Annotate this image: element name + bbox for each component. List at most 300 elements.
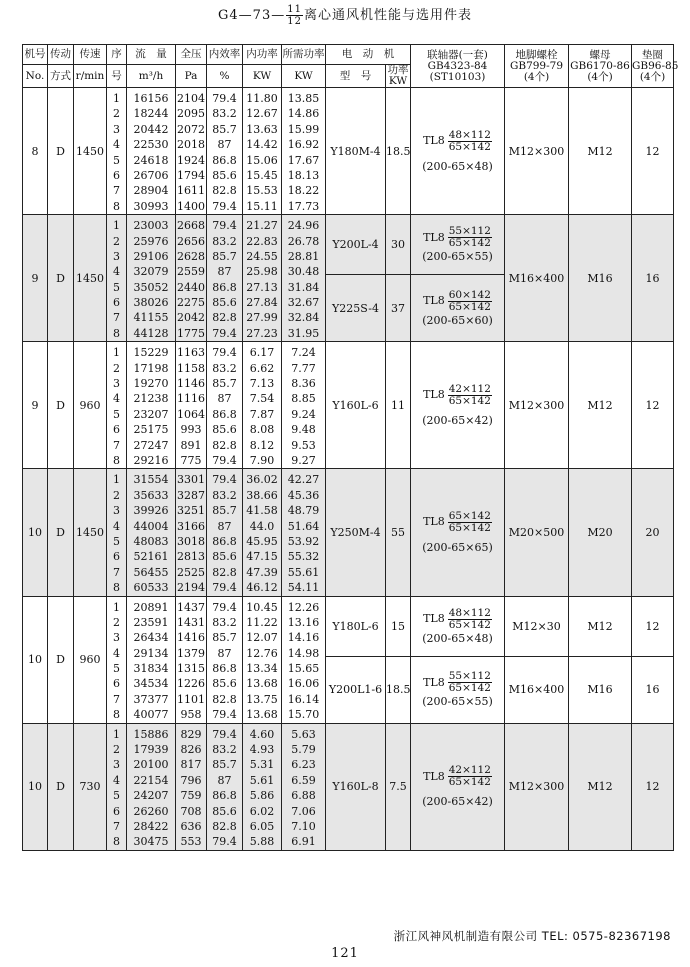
cell-neigonglv: 15.11 [246, 199, 278, 213]
cell-neigonglv: 15.53 [246, 184, 278, 198]
cell-neigonglv: 46.12 [246, 581, 278, 595]
cell-xu: 5 [113, 280, 120, 294]
coupling-fraction [448, 226, 492, 249]
cell-neixiaolv: 85.6 [212, 168, 237, 182]
cell-neixiaolv: 86.8 [212, 407, 237, 421]
cell-washer: 16 [632, 215, 674, 342]
cell-neixiaolv: 87 [217, 519, 232, 533]
cell-liuliang: 60533 [133, 581, 169, 595]
cell-quanya: 826 [180, 743, 202, 757]
header-jihao: 机号 [23, 45, 48, 65]
coupling-denominator: 65×142 [448, 521, 491, 534]
cell-motor-power: 37 [386, 275, 411, 342]
coupling-spec [411, 765, 504, 808]
cell-xu: 1 [113, 92, 120, 105]
cell-suoxu: 48.79 [287, 504, 320, 518]
cell-motor-power: 55 [386, 469, 411, 596]
cell-suoxu: 9.24 [291, 407, 316, 421]
cell-neigonglv: 36.02 [246, 473, 278, 487]
cell-chuandong: D [48, 469, 74, 596]
cell-xu: 5 [113, 789, 120, 803]
cell-neixiaolv: 79.4 [212, 453, 237, 467]
cell-suoxu: 17.67 [287, 153, 320, 167]
cell-quanya: 1158 [177, 361, 205, 375]
cell-neixiaolv: 79.4 [212, 326, 237, 340]
coupling-numerator: 65×142 [448, 509, 491, 522]
cell-quanya: 1416 [177, 631, 205, 645]
cell-quanya: 636 [180, 819, 202, 833]
cell-xu: 6 [113, 296, 120, 310]
cell-quanya: 817 [180, 758, 202, 772]
cell-quanya: 3287 [177, 488, 205, 502]
cell-liuliang: 15886 [133, 727, 169, 741]
header-coupling: 联轴器(一套) GB4323-84 (ST10103) [411, 45, 505, 88]
coupling-prefix: TL8 [423, 675, 445, 689]
cell-suoxu: 55.32 [287, 550, 320, 564]
cell-neixiaolv: 85.7 [212, 758, 237, 772]
cell-quanya: 2072 [177, 122, 205, 136]
cell-neixiaolv: 79.4 [212, 708, 237, 722]
cell-xu: 7 [113, 438, 120, 452]
cell-quanya-column [176, 215, 207, 342]
cell-suoxu-column [282, 469, 326, 596]
cell-suoxu: 15.70 [287, 708, 320, 722]
cell-liuliang: 28904 [133, 184, 169, 198]
cell-anchor-bolt: M16×400 [505, 215, 569, 342]
coupling-denominator: 65×142 [448, 776, 491, 789]
cell-xu: 7 [113, 311, 120, 325]
cell-neigonglv: 41.58 [246, 504, 278, 518]
cell-neixiaolv: 82.8 [212, 565, 237, 579]
cell-suoxu: 28.81 [287, 249, 320, 263]
cell-suoxu: 13.16 [287, 615, 320, 629]
cell-neixiaolv: 83.2 [212, 234, 237, 248]
cell-neigonglv: 22.83 [246, 234, 278, 248]
coupling-dimension: (200-65×65) [422, 540, 493, 554]
cell-quanya: 1794 [177, 168, 205, 182]
cell-quanya: 2042 [177, 311, 205, 325]
title-prefix: G4—73— [218, 8, 286, 23]
cell-suoxu: 26.78 [287, 234, 320, 248]
coupling-type [411, 671, 504, 694]
coupling-prefix: TL8 [423, 515, 445, 529]
cell-neigonglv: 5.31 [249, 758, 275, 772]
cell-neixiaolv: 83.2 [212, 743, 237, 757]
cell-motor-power: 18.5 [386, 656, 411, 723]
cell-neixiaolv: 79.4 [212, 219, 237, 233]
cell-anchor-bolt: M12×300 [505, 88, 569, 215]
cell-neixiaolv: 85.7 [212, 504, 237, 518]
cell-suoxu: 17.73 [287, 199, 320, 213]
cell-neigonglv: 27.99 [246, 311, 278, 325]
cell-quanya: 1064 [177, 407, 205, 421]
cell-washer: 12 [632, 342, 674, 469]
cell-liuliang: 20100 [133, 758, 169, 772]
cell-quanya: 2656 [177, 234, 205, 248]
cell-neigonglv: 6.05 [249, 819, 275, 833]
cell-liuliang: 16156 [133, 92, 169, 105]
cell-xu: 1 [113, 600, 120, 614]
cell-quanya: 3251 [177, 504, 205, 518]
coupling-spec [411, 671, 504, 708]
cell-suoxu: 6.23 [291, 758, 316, 772]
cell-jihao: 9 [23, 215, 48, 342]
header-motor-model: 型 号 [326, 65, 386, 88]
coupling-numerator: 60×142 [448, 288, 491, 301]
cell-neigonglv: 13.63 [246, 122, 278, 136]
cell-motor-power: 15 [386, 596, 411, 656]
cell-suoxu: 55.61 [287, 565, 320, 579]
coupling-prefix: TL8 [423, 230, 445, 244]
cell-xu: 3 [113, 758, 120, 772]
cell-xu: 2 [113, 488, 120, 502]
cell-neixiaolv: 79.4 [212, 600, 237, 614]
table-row [23, 723, 674, 850]
cell-neigonglv-column [243, 215, 282, 342]
coupling-dimension: (200-65×55) [422, 695, 493, 709]
cell-quanya: 1146 [177, 377, 205, 391]
cell-suoxu: 6.91 [291, 835, 316, 849]
cell-liuliang: 20442 [133, 122, 169, 136]
cell-xu: 5 [113, 662, 120, 676]
coupling-dimension: (200-65×42) [422, 413, 493, 427]
cell-coupling [411, 215, 505, 275]
cell-quanya-column [176, 469, 207, 596]
cell-motor-power: 11 [386, 342, 411, 469]
cell-liuliang: 40077 [133, 708, 169, 722]
cell-neixiaolv: 82.8 [212, 438, 237, 452]
cell-neigonglv: 7.90 [249, 453, 275, 467]
cell-xu: 3 [113, 249, 120, 263]
cell-xu: 7 [113, 819, 120, 833]
coupling-denominator: 65×142 [448, 682, 491, 695]
cell-neixiaolv-column [207, 342, 243, 469]
table-row [23, 342, 674, 469]
header-motor: 电 动 机 [326, 45, 411, 65]
cell-zhuansu: 960 [74, 596, 107, 723]
cell-zhuansu: 960 [74, 342, 107, 469]
cell-coupling [411, 656, 505, 723]
cell-liuliang: 29134 [133, 646, 169, 660]
cell-suoxu: 7.77 [291, 361, 316, 375]
coupling-spec [411, 290, 504, 327]
coupling-denominator: 65×142 [448, 237, 491, 250]
cell-washer: 20 [632, 469, 674, 596]
cell-neixiaolv: 82.8 [212, 184, 237, 198]
cell-neixiaolv: 82.8 [212, 819, 237, 833]
cell-xu: 1 [113, 727, 120, 741]
cell-liuliang: 26434 [133, 631, 169, 645]
table-header [23, 45, 679, 88]
cell-liuliang-column [127, 215, 176, 342]
header-jihao-sub: No. [23, 65, 48, 88]
cell-neixiaolv-column [207, 88, 243, 215]
cell-xu: 1 [113, 219, 120, 233]
cell-suoxu: 18.22 [287, 184, 320, 198]
cell-coupling [411, 342, 505, 469]
cell-neigonglv: 7.54 [249, 392, 275, 406]
header-xu-sub: 号 [107, 65, 127, 88]
coupling-denominator: 65×142 [448, 618, 491, 631]
cell-neigonglv: 27.23 [246, 326, 278, 340]
title-suffix: 离心通风机性能与选用件表 [303, 8, 472, 23]
coupling-numerator: 48×112 [448, 606, 491, 619]
cell-neixiaolv: 79.4 [212, 473, 237, 487]
cell-suoxu: 53.92 [287, 534, 320, 548]
cell-neigonglv: 45.95 [246, 534, 278, 548]
cell-neigonglv: 12.07 [246, 631, 278, 645]
cell-quanya: 1163 [177, 346, 205, 360]
cell-nut: M16 [569, 215, 632, 342]
cell-xu: 4 [113, 519, 120, 533]
cell-motor-model: Y225S-4 [326, 275, 386, 342]
cell-liuliang: 35633 [133, 488, 169, 502]
cell-quanya: 1116 [177, 392, 205, 406]
cell-neigonglv: 7.87 [249, 407, 275, 421]
cell-neixiaolv: 87 [217, 773, 232, 787]
cell-liuliang: 29216 [133, 453, 169, 467]
cell-xu-column [107, 596, 127, 723]
header-neixiaolv: 内效率 [207, 45, 243, 65]
title-fraction-denominator: 12 [287, 16, 302, 27]
cell-jihao: 10 [23, 596, 48, 723]
cell-suoxu: 5.63 [291, 727, 316, 741]
cell-xu-column [107, 723, 127, 850]
coupling-fraction [448, 290, 492, 313]
coupling-dimension: (200-65×48) [422, 631, 493, 645]
cell-nut: M12 [569, 596, 632, 656]
cell-neigonglv: 47.39 [246, 565, 278, 579]
cell-xu: 2 [113, 743, 120, 757]
coupling-numerator: 55×112 [448, 225, 491, 238]
cell-suoxu: 16.14 [287, 692, 320, 706]
cell-neigonglv: 13.75 [246, 692, 278, 706]
cell-quanya: 2018 [177, 138, 205, 152]
cell-liuliang: 21238 [133, 392, 169, 406]
cell-quanya: 1400 [177, 199, 205, 213]
cell-xu: 2 [113, 234, 120, 248]
cell-quanya-column [176, 723, 207, 850]
cell-suoxu: 8.36 [291, 377, 316, 391]
coupling-spec [411, 511, 504, 554]
cell-motor-power: 7.5 [386, 723, 411, 850]
cell-chuandong: D [48, 88, 74, 215]
cell-liuliang: 27247 [133, 438, 169, 452]
cell-neixiaolv: 86.8 [212, 789, 237, 803]
cell-xu: 4 [113, 773, 120, 787]
cell-coupling [411, 596, 505, 656]
cell-neigonglv: 44.0 [249, 519, 275, 533]
cell-quanya: 759 [180, 789, 202, 803]
cell-neixiaolv: 85.6 [212, 804, 237, 818]
cell-jihao: 10 [23, 469, 48, 596]
cell-jihao: 8 [23, 88, 48, 215]
cell-motor-power: 18.5 [386, 88, 411, 215]
cell-suoxu: 45.36 [287, 488, 320, 502]
cell-quanya: 3018 [177, 534, 205, 548]
cell-jihao: 10 [23, 723, 48, 850]
cell-neixiaolv: 87 [217, 646, 232, 660]
cell-zhuansu: 1450 [74, 469, 107, 596]
coupling-type [411, 765, 504, 788]
cell-quanya: 1437 [177, 600, 205, 614]
cell-motor-model: Y200L1-6 [326, 656, 386, 723]
cell-coupling [411, 723, 505, 850]
coupling-numerator: 42×112 [448, 382, 491, 395]
cell-neigonglv-column [243, 596, 282, 723]
coupling-type [411, 608, 504, 631]
cell-anchor-bolt: M12×300 [505, 342, 569, 469]
cell-suoxu: 12.26 [287, 600, 320, 614]
cell-neixiaolv: 83.2 [212, 488, 237, 502]
cell-neixiaolv: 83.2 [212, 361, 237, 375]
cell-quanya: 1431 [177, 615, 205, 629]
cell-suoxu: 42.27 [287, 473, 320, 487]
coupling-denominator: 65×142 [448, 300, 491, 313]
cell-liuliang: 25976 [133, 234, 169, 248]
cell-suoxu: 7.06 [291, 804, 316, 818]
cell-neigonglv: 13.68 [246, 708, 278, 722]
cell-neigonglv: 21.27 [246, 219, 278, 233]
cell-xu: 4 [113, 646, 120, 660]
cell-liuliang: 41155 [133, 311, 169, 325]
coupling-fraction [448, 384, 492, 407]
cell-xu: 8 [113, 453, 120, 467]
cell-xu: 5 [113, 153, 120, 167]
cell-suoxu: 9.53 [291, 438, 316, 452]
cell-suoxu: 7.24 [291, 346, 316, 360]
cell-suoxu: 32.84 [287, 311, 320, 325]
header-neigonglv-unit: KW [243, 65, 282, 88]
cell-neixiaolv: 85.6 [212, 677, 237, 691]
cell-quanya: 993 [180, 423, 202, 437]
coupling-prefix: TL8 [423, 612, 445, 626]
cell-suoxu: 9.27 [291, 453, 316, 467]
cell-liuliang: 23003 [133, 219, 169, 233]
cell-washer: 16 [632, 656, 674, 723]
cell-suoxu: 54.11 [287, 581, 320, 595]
coupling-fraction [448, 130, 492, 153]
coupling-spec [411, 608, 504, 645]
cell-xu: 7 [113, 565, 120, 579]
cell-xu-column [107, 469, 127, 596]
cell-suoxu: 31.84 [287, 280, 320, 294]
cell-neigonglv: 6.62 [249, 361, 275, 375]
cell-suoxu-column [282, 215, 326, 342]
cell-xu: 8 [113, 835, 120, 849]
coupling-numerator: 55×112 [448, 670, 491, 683]
header-xu: 序 [107, 45, 127, 65]
coupling-fraction [448, 765, 492, 788]
cell-chuandong: D [48, 723, 74, 850]
cell-neixiaolv: 86.8 [212, 280, 237, 294]
cell-neigonglv: 12.76 [246, 646, 278, 660]
cell-neixiaolv: 87 [217, 392, 232, 406]
cell-neigonglv: 8.08 [249, 423, 275, 437]
cell-neigonglv: 15.45 [246, 168, 278, 182]
cell-neixiaolv-column [207, 723, 243, 850]
cell-liuliang-column [127, 342, 176, 469]
table-row [23, 215, 674, 275]
cell-liuliang: 24207 [133, 789, 169, 803]
cell-liuliang: 32079 [133, 265, 169, 279]
cell-quanya: 3301 [177, 473, 205, 487]
cell-suoxu-column [282, 342, 326, 469]
cell-coupling [411, 275, 505, 342]
cell-quanya: 1775 [177, 326, 205, 340]
cell-quanya: 2559 [177, 265, 205, 279]
cell-xu: 7 [113, 184, 120, 198]
cell-xu-column [107, 215, 127, 342]
cell-neixiaolv: 85.6 [212, 550, 237, 564]
coupling-fraction [448, 511, 492, 534]
cell-liuliang: 38026 [133, 296, 169, 310]
coupling-dimension: (200-65×55) [422, 250, 493, 264]
cell-neixiaolv-column [207, 469, 243, 596]
cell-quanya: 3166 [177, 519, 205, 533]
cell-xu: 3 [113, 377, 120, 391]
cell-neixiaolv: 86.8 [212, 534, 237, 548]
cell-xu: 3 [113, 504, 120, 518]
cell-xu: 7 [113, 692, 120, 706]
header-neixiaolv-unit: % [207, 65, 243, 88]
cell-neigonglv: 5.61 [249, 773, 275, 787]
cell-liuliang: 44128 [133, 326, 169, 340]
cell-neigonglv: 6.17 [249, 346, 275, 360]
cell-neixiaolv: 79.4 [212, 581, 237, 595]
cell-quanya: 2440 [177, 280, 205, 294]
header-quanya: 全压 [176, 45, 207, 65]
cell-xu: 3 [113, 122, 120, 136]
cell-xu: 6 [113, 804, 120, 818]
cell-liuliang: 23207 [133, 407, 169, 421]
cell-chuandong: D [48, 215, 74, 342]
cell-anchor-bolt: M12×300 [505, 723, 569, 850]
cell-quanya: 829 [180, 727, 202, 741]
header-nut: 螺母 GB6170-86 (4个) [569, 45, 632, 88]
cell-liuliang: 22530 [133, 138, 169, 152]
cell-neixiaolv: 79.4 [212, 835, 237, 849]
cell-quanya: 553 [180, 835, 202, 849]
cell-quanya: 2104 [177, 92, 205, 105]
cell-neixiaolv: 85.7 [212, 377, 237, 391]
cell-quanya: 708 [180, 804, 202, 818]
cell-quanya: 775 [180, 453, 202, 467]
cell-neigonglv: 27.84 [246, 296, 278, 310]
header-motor-power: 功率 KW [387, 64, 409, 87]
cell-liuliang: 48083 [133, 534, 169, 548]
cell-xu: 2 [113, 615, 120, 629]
cell-neigonglv-column [243, 88, 282, 215]
cell-nut: M12 [569, 342, 632, 469]
cell-zhuansu: 730 [74, 723, 107, 850]
header-neigonglv: 内功率 [243, 45, 282, 65]
cell-xu-column [107, 88, 127, 215]
header-quanya-unit: Pa [176, 65, 207, 88]
cell-suoxu: 14.86 [287, 107, 320, 121]
cell-liuliang: 15229 [133, 346, 169, 360]
cell-neixiaolv: 79.4 [212, 92, 237, 105]
cell-xu: 5 [113, 407, 120, 421]
cell-liuliang: 22154 [133, 773, 169, 787]
cell-neigonglv-column [243, 469, 282, 596]
cell-neixiaolv: 85.6 [212, 423, 237, 437]
cell-liuliang: 26260 [133, 804, 169, 818]
cell-liuliang: 31834 [133, 662, 169, 676]
cell-zhuansu: 1450 [74, 215, 107, 342]
cell-xu: 4 [113, 138, 120, 152]
cell-neigonglv: 27.13 [246, 280, 278, 294]
